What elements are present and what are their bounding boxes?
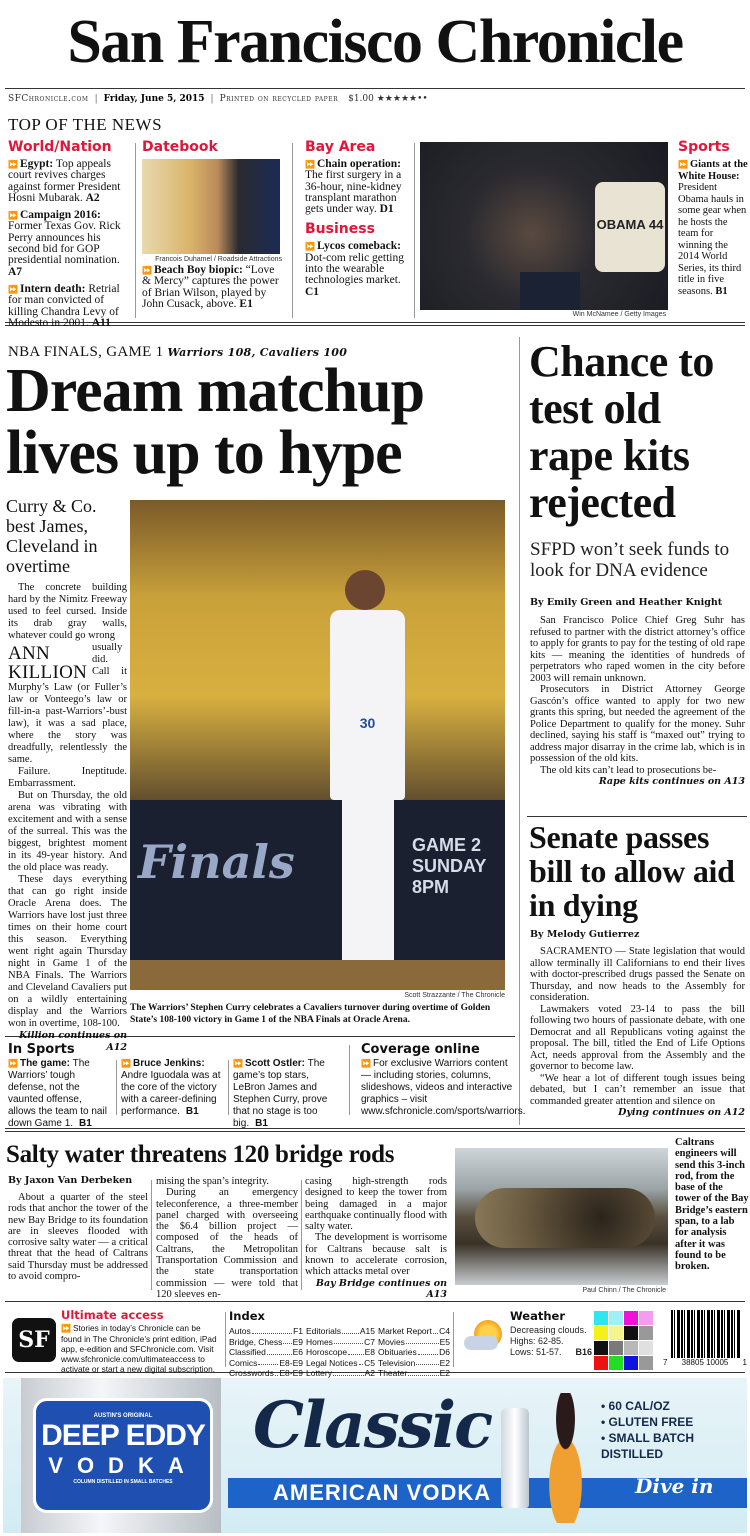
byline: By Jaxon Van Derbeken (8, 1175, 133, 1186)
section-heading: Sports (678, 139, 730, 155)
brief-item[interactable]: ⏩ Egypt: Top appeals court revives charges against former President Hosni Mubarak. A2 (8, 158, 121, 204)
index-entry: Autos F1 (229, 1326, 303, 1336)
bay-bridge-col1: By Jaxon Van Derbeken About a quarter of the steel rods that anchor the tower of the new Bay Bridge to its foundation are in sleeves flooded with corrosive salty water — a critical threat that the head of Caltrans said Thursday must be addressed to avoid compro- (8, 1175, 148, 1283)
rape-kits-headline[interactable]: Chance to test old rape kits rejected (529, 337, 714, 527)
site-link[interactable]: SFChronicle.com (8, 94, 89, 104)
weather-forecast: Decreasing clouds. Highs: 62-85. Lows: 51-57. B16 (510, 1325, 592, 1357)
brief-item[interactable]: ⏩ Campaign 2016: Former Texas Gov. Rick Perry announces his second bid for GOP presidential nomination. A7 (8, 209, 121, 278)
ad-subtitle: AMERICAN VODKA (273, 1480, 492, 1505)
index-entry: Obituaries D6 (378, 1347, 450, 1357)
ad-brand-bottom: COLUMN DISTILLED IN SMALL BATCHES (73, 1479, 173, 1485)
index-col (306, 1326, 375, 1379)
masthead-title: San Francisco Chronicle (67, 8, 683, 76)
section-heading: Bay Area (305, 139, 376, 155)
section-heading: Business (305, 221, 375, 238)
game2-signage: GAME 2 SUNDAY 8PM (412, 835, 487, 897)
index-entry: Television E2 (378, 1357, 450, 1368)
photo-credit: Scott Strazzante / The Chronicle (404, 992, 505, 999)
bay-bridge-col3: casing high-strength rods designed to keep the tower from being damaged in a major earthquake continually flood with salty water. The development is worrisome for Caltrans because salt is known to accelerate corrosion, which attacks metal over Bay Bridge continues on A13 (305, 1176, 448, 1300)
color-swatch (609, 1311, 623, 1325)
weather-heading: Weather (510, 1309, 565, 1323)
brief-item[interactable]: ⏩ Lycos comeback: Dot-com relic getting into the wearable technologies market. C1 (305, 240, 404, 298)
rape-kits-story: By Emily Green and Heather Knight San Francisco Police Chief Greg Suhr has refused to partner with the district attorney’s office to apply for grants to pay for the testing of old rape kits — meaning the identities of hundreds of perpetrators who raped women in the city before 2003 will remain unknown. Prosecutors in District Attorney George Gascón’s office wanted to apply for two new grants this spring, but needed the agreement of the Police Department to qualify for the money. Suhr declined, saying his staff is “maxed out” trying to address major disarray in the crime lab, which is in possession of the old kits. The old kits can’t lead to prosecutions be- Rape kits continues on A13 (530, 597, 745, 787)
byline: By Melody Gutierrez (530, 929, 640, 940)
index-entry: Bridge, Chess E9 (229, 1336, 303, 1347)
index-entry: Comics E8-E9 (229, 1357, 303, 1368)
vodka-bottle (501, 1408, 529, 1508)
deep-eddy-ad[interactable] (3, 1378, 747, 1533)
index-entry: Crosswords E8-E9 (229, 1368, 303, 1378)
brief-item[interactable]: ⏩ Intern death: Retrial for man convicted of killing Chandra Levy of Modesto in 2001. A11 (8, 282, 120, 329)
dateline: SFChronicle.com | Friday, June 5, 2015 | Printed on recycled paper $1.00 ★★★★★•• (8, 94, 428, 104)
color-swatch (594, 1356, 608, 1370)
photo-credit: Paul Chinn / The Chronicle (582, 1287, 666, 1294)
in-sports-heading: In Sports (8, 1042, 75, 1057)
index-col (378, 1326, 450, 1379)
sports-brief[interactable]: ⏩ Scott Ostler: The game’s top stars, LeBron James and Stephen Curry, prove that no stage is too big. B1 (233, 1058, 328, 1129)
aid-dying-story: By Melody Gutierrez SACRAMENTO — State legislation that would allow terminally ill Californians to end their lives with doctor-prescribed drugs passed the Senate on Thursday, and now heads to the Assembly for consideration. Lawmakers voted 23-14 to pass the bill following two hours of passionate debate, with one Democrat and all Republicans voting against the proposal. The bill, titled the End of Life Options Act, needs approval from the Assembly and the governor to become law. “We hear a lot of different tough issues being debated, but I can’t remember an issue that commanded greater attention and silence on Dying continues on A12 (530, 929, 745, 1118)
white-house-photo[interactable] (420, 142, 668, 310)
color-swatch (639, 1356, 653, 1370)
color-swatch (594, 1311, 608, 1325)
lead-subhead: Curry & Co. best James, Cleveland in overtime (6, 496, 98, 576)
ad-brand-top: AUSTIN'S ORIGINAL (93, 1413, 153, 1419)
index-entry: Editorials A15 (306, 1326, 375, 1336)
lead-headline[interactable]: Dream matchup lives up to hype (6, 357, 425, 487)
color-swatch (609, 1341, 623, 1355)
curry-photo[interactable] (130, 500, 505, 990)
jump-link[interactable]: Rape kits continues on A13 (598, 776, 745, 787)
index-entry: Horoscope E8 (306, 1347, 375, 1357)
jump-link[interactable]: Bay Bridge continues on A13 (315, 1277, 447, 1300)
color-swatch (639, 1326, 653, 1340)
brief-item[interactable]: ⏩ Chain operation: The first surgery in a 36-hour, nine-kidney transplant marathon gets under way. D1 (305, 158, 402, 216)
ultimate-text: ⏩ Stories in today’s Chronicle can be found in The Chronicle’s print edition, iPad app, e-edition and SFChronicle.com. Visit www.sfchronicle.com/ultimateaccess to activate or start a new digital subscription. (61, 1323, 217, 1374)
recycled-note: Printed on recycled paper (219, 94, 339, 104)
coverage-heading: Coverage online (361, 1042, 480, 1057)
ad-brand-vodka: VODKA (48, 1453, 198, 1478)
photo-caption: The Warriors’ Stephen Curry celebrates a Cavaliers turnover during overtime of Golden State’s 108-100 victory in Game 1 of the NBA Finals at Oracle Arena. (130, 1003, 491, 1025)
section-heading: World/Nation (8, 139, 112, 155)
index-entry: Legal Notices C5 (306, 1357, 375, 1368)
sports-brief[interactable]: ⏩ The game: The Warriors’ tough defense, not the vaunted offense, allows the team to nail down Game 1. B1 (8, 1058, 107, 1129)
color-swatch (624, 1356, 638, 1370)
section-heading: Datebook (142, 139, 218, 155)
photo-credit: Win McNamee / Getty Images (572, 311, 666, 318)
photo-credit: Francois Duhamel / Roadside Attractions (155, 256, 282, 263)
pinup-illustration (533, 1393, 598, 1523)
columnist-name: ANN KILLION (8, 643, 88, 683)
color-registration-bars (594, 1311, 658, 1371)
rape-kits-subhead: SFPD won’t seek funds to look for DNA evidence (530, 539, 730, 581)
finals-signage: Finals (138, 835, 295, 889)
world-nation-section (8, 139, 132, 335)
color-swatch (609, 1356, 623, 1370)
index-entry: Classified E6 (229, 1347, 303, 1357)
ultimate-heading: Ultimate access (61, 1308, 164, 1322)
index-entry: Theater E2 (378, 1368, 450, 1378)
index-entry: Movies E5 (378, 1336, 450, 1347)
lead-body: The concrete building hard by the Nimitz Freeway used to feel cursed. Inside its drab gray walls, whatever could go wrong ANN KILLION usually did. Call it Murphy’s Law (or Fuller’s law or Vonteego’s law or fill-in-a past-Warriors’-bust law), it was a sad place, where the story was dreadfully, relentlessly the same. Failure. Ineptitude. Embarrassment. But on Thursday, the old arena was vibrating with excitement and with a sense of the surreal. This was the biggest, brightest moment in its 49-year history. And the old place was ready. These days everything that can go right inside Oracle Arena does. The Warriors have lost just three times on their home court this season. Everything went right again Thursday night in Game 1 of the NBA Finals. The Warriors and Cleveland Cavaliers put on a wildly entertaining display and the Warriors won in overtime, 108-100. Killion continues on A12 (8, 582, 127, 1053)
index-entry: Lottery A2 (306, 1368, 375, 1378)
aid-dying-headline[interactable]: Senate passes bill to allow aid in dying (529, 819, 735, 923)
color-swatch (639, 1311, 653, 1325)
rod-caption: Caltrans engineers will send this 3-inch rod, from the base of the tower of the Bay Bridge’s eastern span, to a lab for analysis after it was found to be broken. (675, 1137, 749, 1273)
byline: By Emily Green and Heather Knight (530, 597, 723, 608)
ad-title: Classic (253, 1388, 492, 1463)
bay-bridge-headline[interactable]: Salty water threatens 120 bridge rods (6, 1141, 395, 1168)
datebook-photo[interactable] (142, 159, 280, 254)
color-swatch (624, 1311, 638, 1325)
kicker: NBA FINALS, GAME 1 Warriors 108, Cavaliers 100 (8, 344, 348, 360)
color-swatch (624, 1341, 638, 1355)
color-swatch (624, 1326, 638, 1340)
color-swatch (639, 1341, 653, 1355)
jersey-number: 30 (330, 610, 405, 800)
score: Warriors 108, Cavaliers 100 (167, 346, 348, 359)
sf-logo: SF (12, 1318, 56, 1362)
index-entry: Homes C7 (306, 1336, 375, 1347)
partly-sunny-icon (462, 1318, 506, 1358)
index-entry: Market Report C4 (378, 1326, 450, 1336)
bay-bridge-col2: mising the span’s integrity. During an emergency teleconference, a three-member panel charged with overseeing the $6.4 billion project — composed of the heads of Caltrans, the Metropolitan Transportation Commission and the state transportation commission — were told that 120 sleeves en- (156, 1176, 298, 1300)
brief-item[interactable]: ⏩ Giants at the White House: President Obama hauls in some gear when he hosts the team for winning the 2014 World Series, its third title in five seasons. B1 (678, 159, 748, 297)
bottle-closeup (21, 1378, 221, 1533)
brief-item[interactable]: ⏩ Beach Boy biopic: “Love & Mercy” captures the power of Brian Wilson, played by John Cusack, above. E1 (142, 264, 279, 310)
rod-photo[interactable] (455, 1148, 668, 1285)
podium (520, 272, 580, 310)
top-news-label: TOP OF THE NEWS (8, 115, 163, 134)
color-swatch (609, 1326, 623, 1340)
jersey: OBAMA 44 (595, 182, 665, 272)
bay-area-section (305, 139, 413, 304)
ad-bullets: • 60 CAL/OZ • GLUTEN FREE • SMALL BATCH DISTILLED (601, 1399, 695, 1461)
sports-section (678, 139, 748, 303)
jump-link[interactable]: Killion continues on A12 (18, 1030, 127, 1053)
coverage-text[interactable]: ⏩ For exclusive Warriors content — including stories, columns, slideshows, videos and interactive graphics – visit www.sfchronicle.com/sports/warriors. (361, 1058, 526, 1117)
datebook-section (142, 139, 282, 316)
index-heading: Index (229, 1309, 265, 1323)
date: Friday, June 5, 2015 (103, 94, 205, 104)
barcode: 7 38805 10005 1 (663, 1310, 747, 1368)
price: $1.00 ★★★★★•• (348, 94, 428, 104)
ad-tagline: Dive in (635, 1474, 714, 1498)
index-col (229, 1326, 303, 1379)
jump-link[interactable]: Dying continues on A12 (618, 1107, 745, 1118)
ad-brand: DEEP EDDY (41, 1419, 205, 1452)
sports-brief[interactable]: ⏩ Bruce Jenkins: Andre Iguodala was at the core of the victory with a career-defining performance. B1 (121, 1058, 221, 1117)
color-swatch (594, 1326, 608, 1340)
color-swatch (594, 1341, 608, 1355)
